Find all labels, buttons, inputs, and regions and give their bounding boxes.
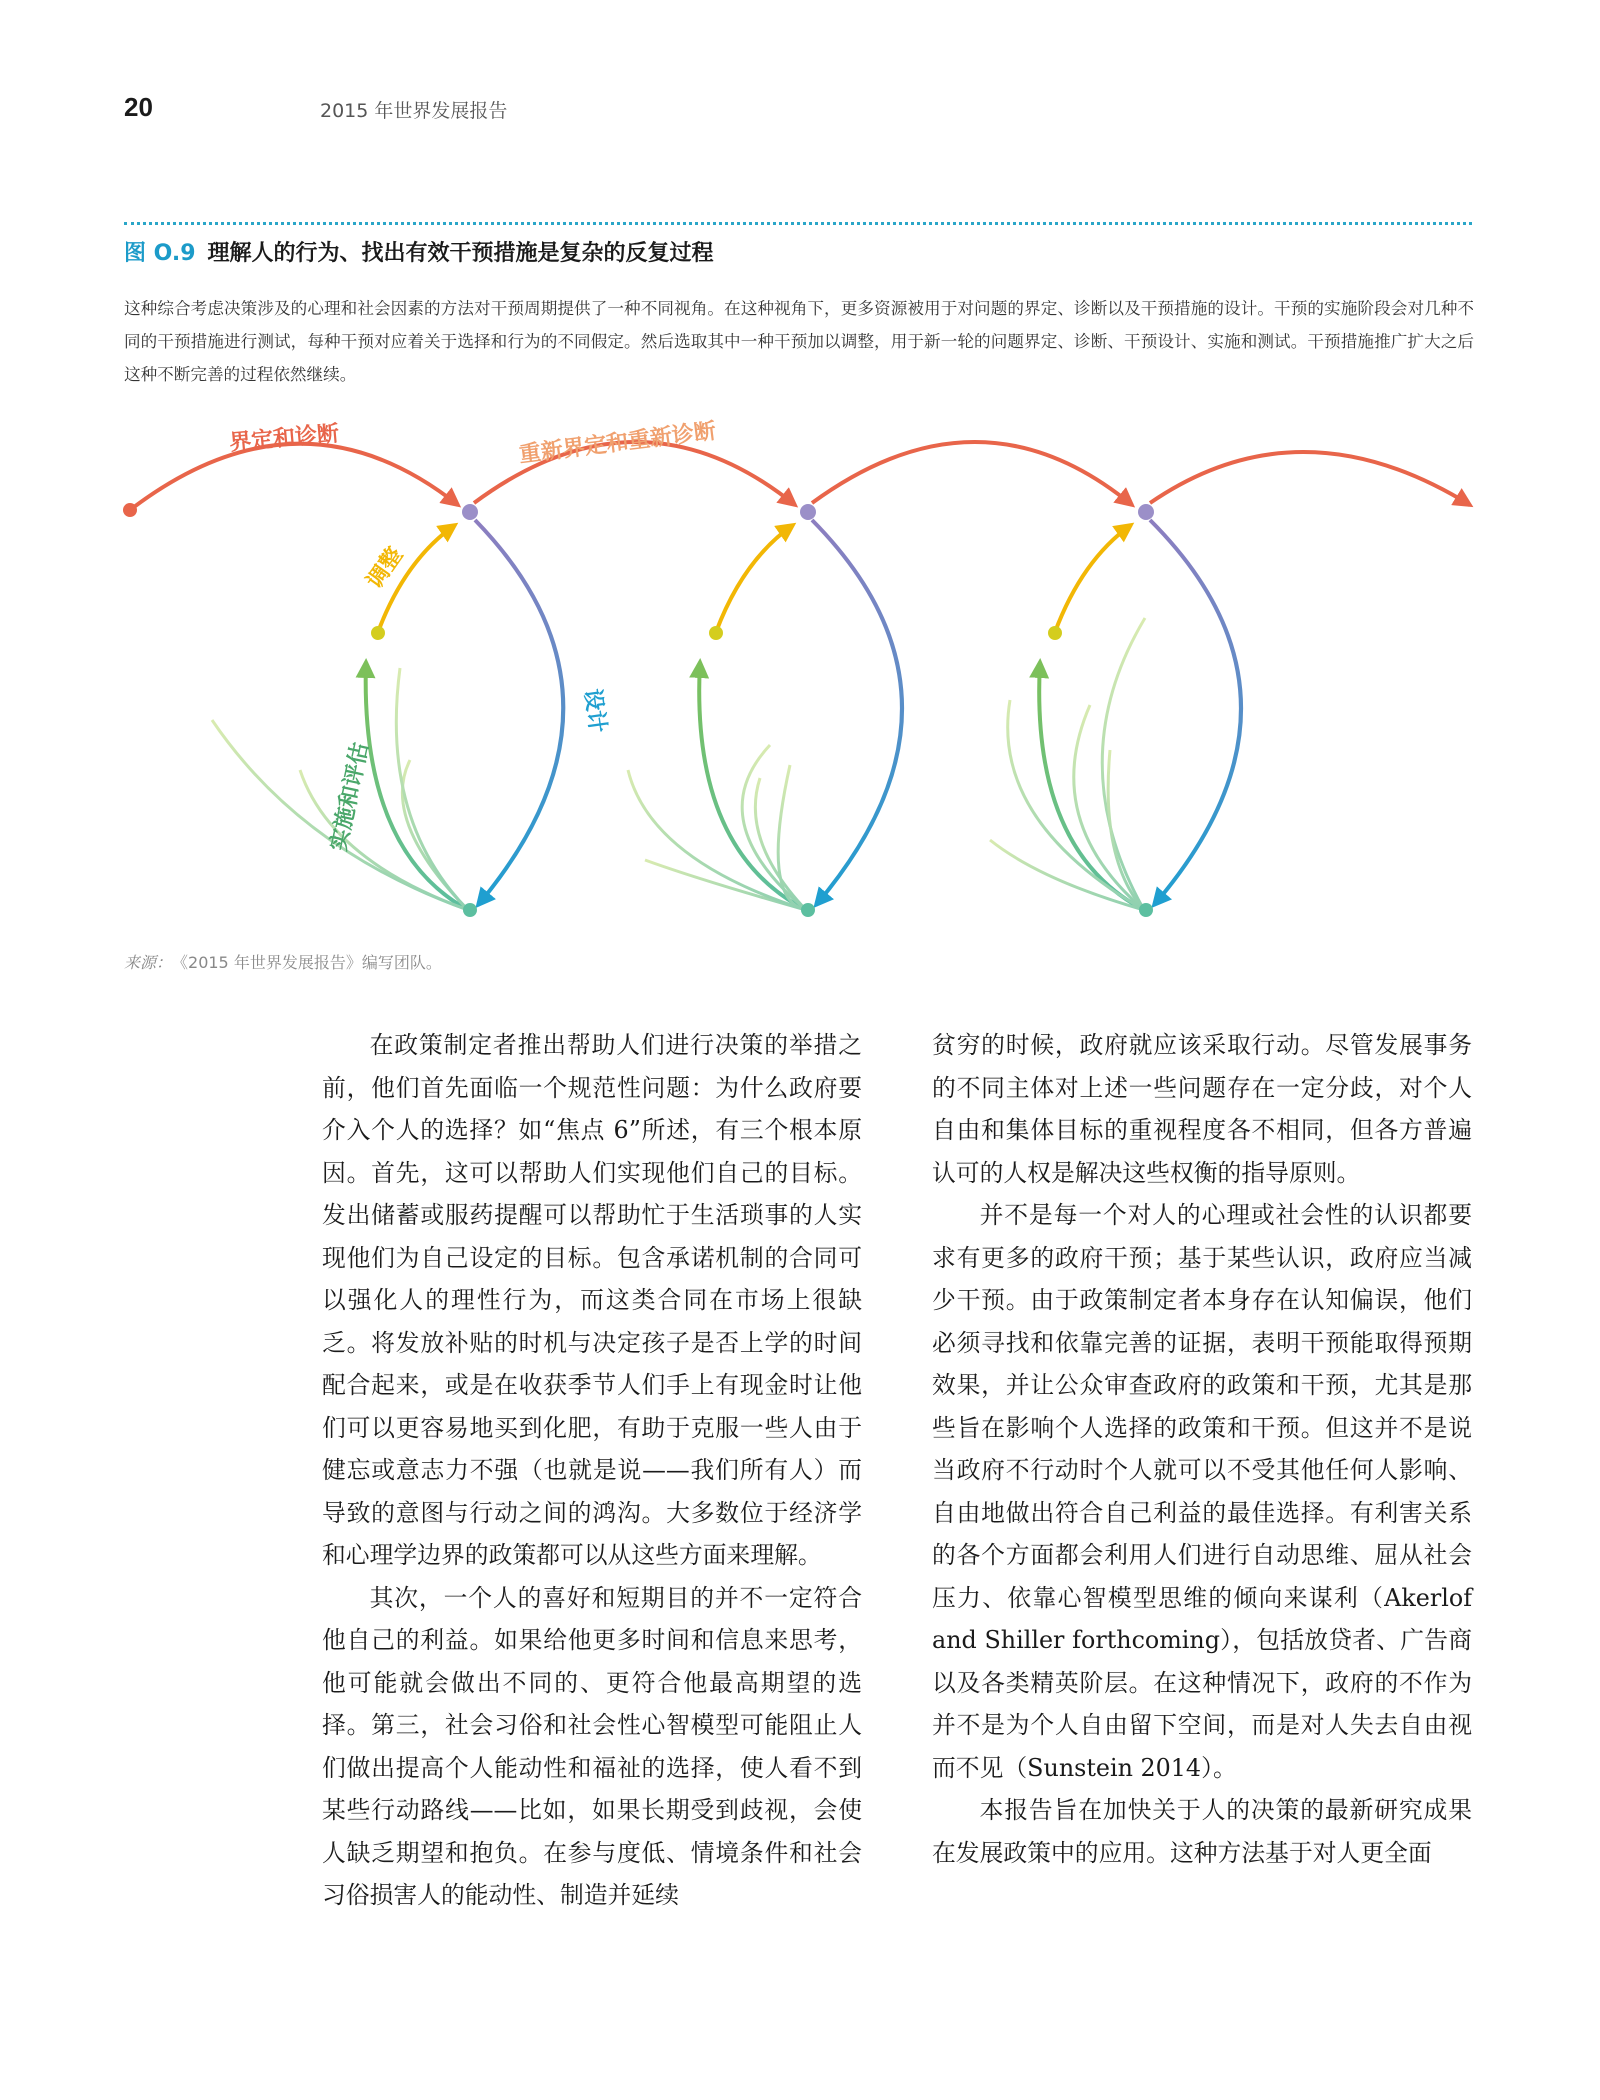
figure-source: [124, 950, 442, 973]
define-diagnose-arc: [130, 444, 458, 510]
adjust-node: [709, 626, 723, 640]
page-number: 20: [124, 92, 153, 122]
cycle-3: [990, 504, 1241, 917]
source-text: 《2015 年世界发展报告》编写团队。: [180, 953, 442, 972]
adjust-node: [371, 626, 385, 640]
cycle-node-bottom: [801, 903, 815, 917]
implement-trial: [755, 778, 806, 910]
cycle-node-top: [800, 504, 816, 520]
redefine-arc-2: [812, 442, 1132, 505]
redefine-label: 重新界定和重新诊断: [517, 419, 718, 468]
implement-evaluate-label: 实施和评估: [326, 740, 374, 854]
paragraph: 贫穷的时候，政府就应该采取行动。尽管发展事务的不同主体对上述一些问题存在一定分歧，对个人自由和集体目标的重视程度各不相同，但各方普遍认可的人权是解决这些权衡的指导原则。: [932, 1031, 1472, 1187]
adjust-arrow: [716, 525, 793, 632]
paragraph: 并不是每一个对人的心理或社会性的认识都要求有更多的政府干预；基于某些认识，政府应当减少干预。由于政策制定者本身存在认知偏误，他们必须寻找和依靠完善的证据，表明干预能取得预期效果，并让公众审查政府的政策和干预，尤其是那些旨在影响个人选择的政策和干预。但这并不是说当政府不行动时个人就可以不受其他任何人影响、自由地做出符合自己利益的最佳选择。有利害关系的各个方面都会利用人们进行自动思维、屈从社会压力、依靠心智模型思维的倾向来谋利（Akerlof and Shiller forthcoming），包括放贷者、广告商以及各类精英阶层。在这种情况下，政府的不作为并不是为个人自由留下空间，而是对人失去自由视而不见（Sunstein 2014）。: [932, 1201, 1472, 1782]
paragraph: 本报告旨在加快关于人的决策的最新研究成果在发展政策中的应用。这种方法基于对人更全面: [932, 1796, 1472, 1867]
figure-number: 图 O.9: [124, 241, 196, 266]
adjust-node: [1048, 626, 1062, 640]
cycle-node-top: [1138, 504, 1154, 520]
figure-caption: 这种综合考虑决策涉及的心理和社会因素的方法对干预周期提供了一种不同视角。在这种视角下，更多资源被用于对问题的界定、诊断以及干预措施的设计。干预的实施阶段会对几种不同的干预措施进行测试，每种干预对应着关于选择和行为的不同假定。然后选取其中一种干预加以调整，用于新一轮的问题界定、诊断、干预设计、实施和测试。干预措施推广扩大之后这种不断完善的过程依然继续。: [124, 299, 1474, 384]
paragraph: 其次，一个人的喜好和短期目的并不一定符合他自己的利益。如果给他更多时间和信息来思考，他可能就会做出不同的、更符合他最高期望的选择。第三，社会习俗和社会性心智模型可能阻止人们做出提高个人能动性和福祉的选择，使人看不到某些行动路线——比如，如果长期受到歧视，会使人缺乏期望和抱负。在参与度低、情境条件和社会习俗损害人的能动性、制造并延续: [322, 1583, 862, 1909]
iteration-diagram: [0, 400, 1600, 940]
cycle-node-bottom: [463, 903, 477, 917]
define-diagnose-label: 界定和诊断: [228, 421, 341, 456]
design-label: 设计: [579, 687, 610, 735]
design-arc: [812, 520, 902, 905]
cycle-node-bottom: [1139, 903, 1153, 917]
adjust-label: 调整: [362, 543, 409, 594]
implement-trial: [778, 765, 806, 910]
source-label: 来源：: [124, 953, 173, 972]
body-column-right: [932, 1024, 1472, 1874]
implement-trial: [1108, 750, 1144, 910]
figure-title-text: 理解人的行为、找出有效干预措施是复杂的反复过程: [207, 241, 714, 266]
implement-trial: [396, 668, 468, 910]
figure-divider: [124, 222, 1472, 225]
cycle-node-top: [462, 504, 478, 520]
paragraph: 在政策制定者推出帮助人们进行决策的举措之前，他们首先面临一个规范性问题：为什么政府要介入个人的选择？如“焦点 6”所述，有三个根本原因。首先，这可以帮助人们实现他们自己的目标。发出储蓄或服药提醒可以帮助忙于生活琐事的人实现他们为自己设定的目标。包含承诺机制的合同可以强化人的理性行为，而这类合同在市场上很缺乏。将发放补贴的时机与决定孩子是否上学的时间配合起来，或是在收获季节人们手上有现金时让他们可以更容易地买到化肥，有助于克服一些人由于健忘或意志力不强（也就是说——我们所有人）而导致的意图与行动之间的鸿沟。大多数位于经济学和心理学边界的政策都可以从这些方面来理解。: [322, 1031, 862, 1569]
design-arc: [1150, 520, 1241, 905]
implement-trial: [300, 770, 468, 910]
adjust-arrow: [1055, 525, 1131, 632]
body-column-left: [322, 1024, 862, 1917]
running-header: 2015 年世界发展报告: [320, 100, 508, 122]
redefine-arc-3: [1150, 452, 1470, 505]
implement-trial: [742, 745, 806, 910]
figure-title: [124, 236, 714, 267]
implement-trial: [990, 840, 1144, 910]
design-arc: [475, 520, 563, 905]
cycle-2: [628, 504, 902, 917]
